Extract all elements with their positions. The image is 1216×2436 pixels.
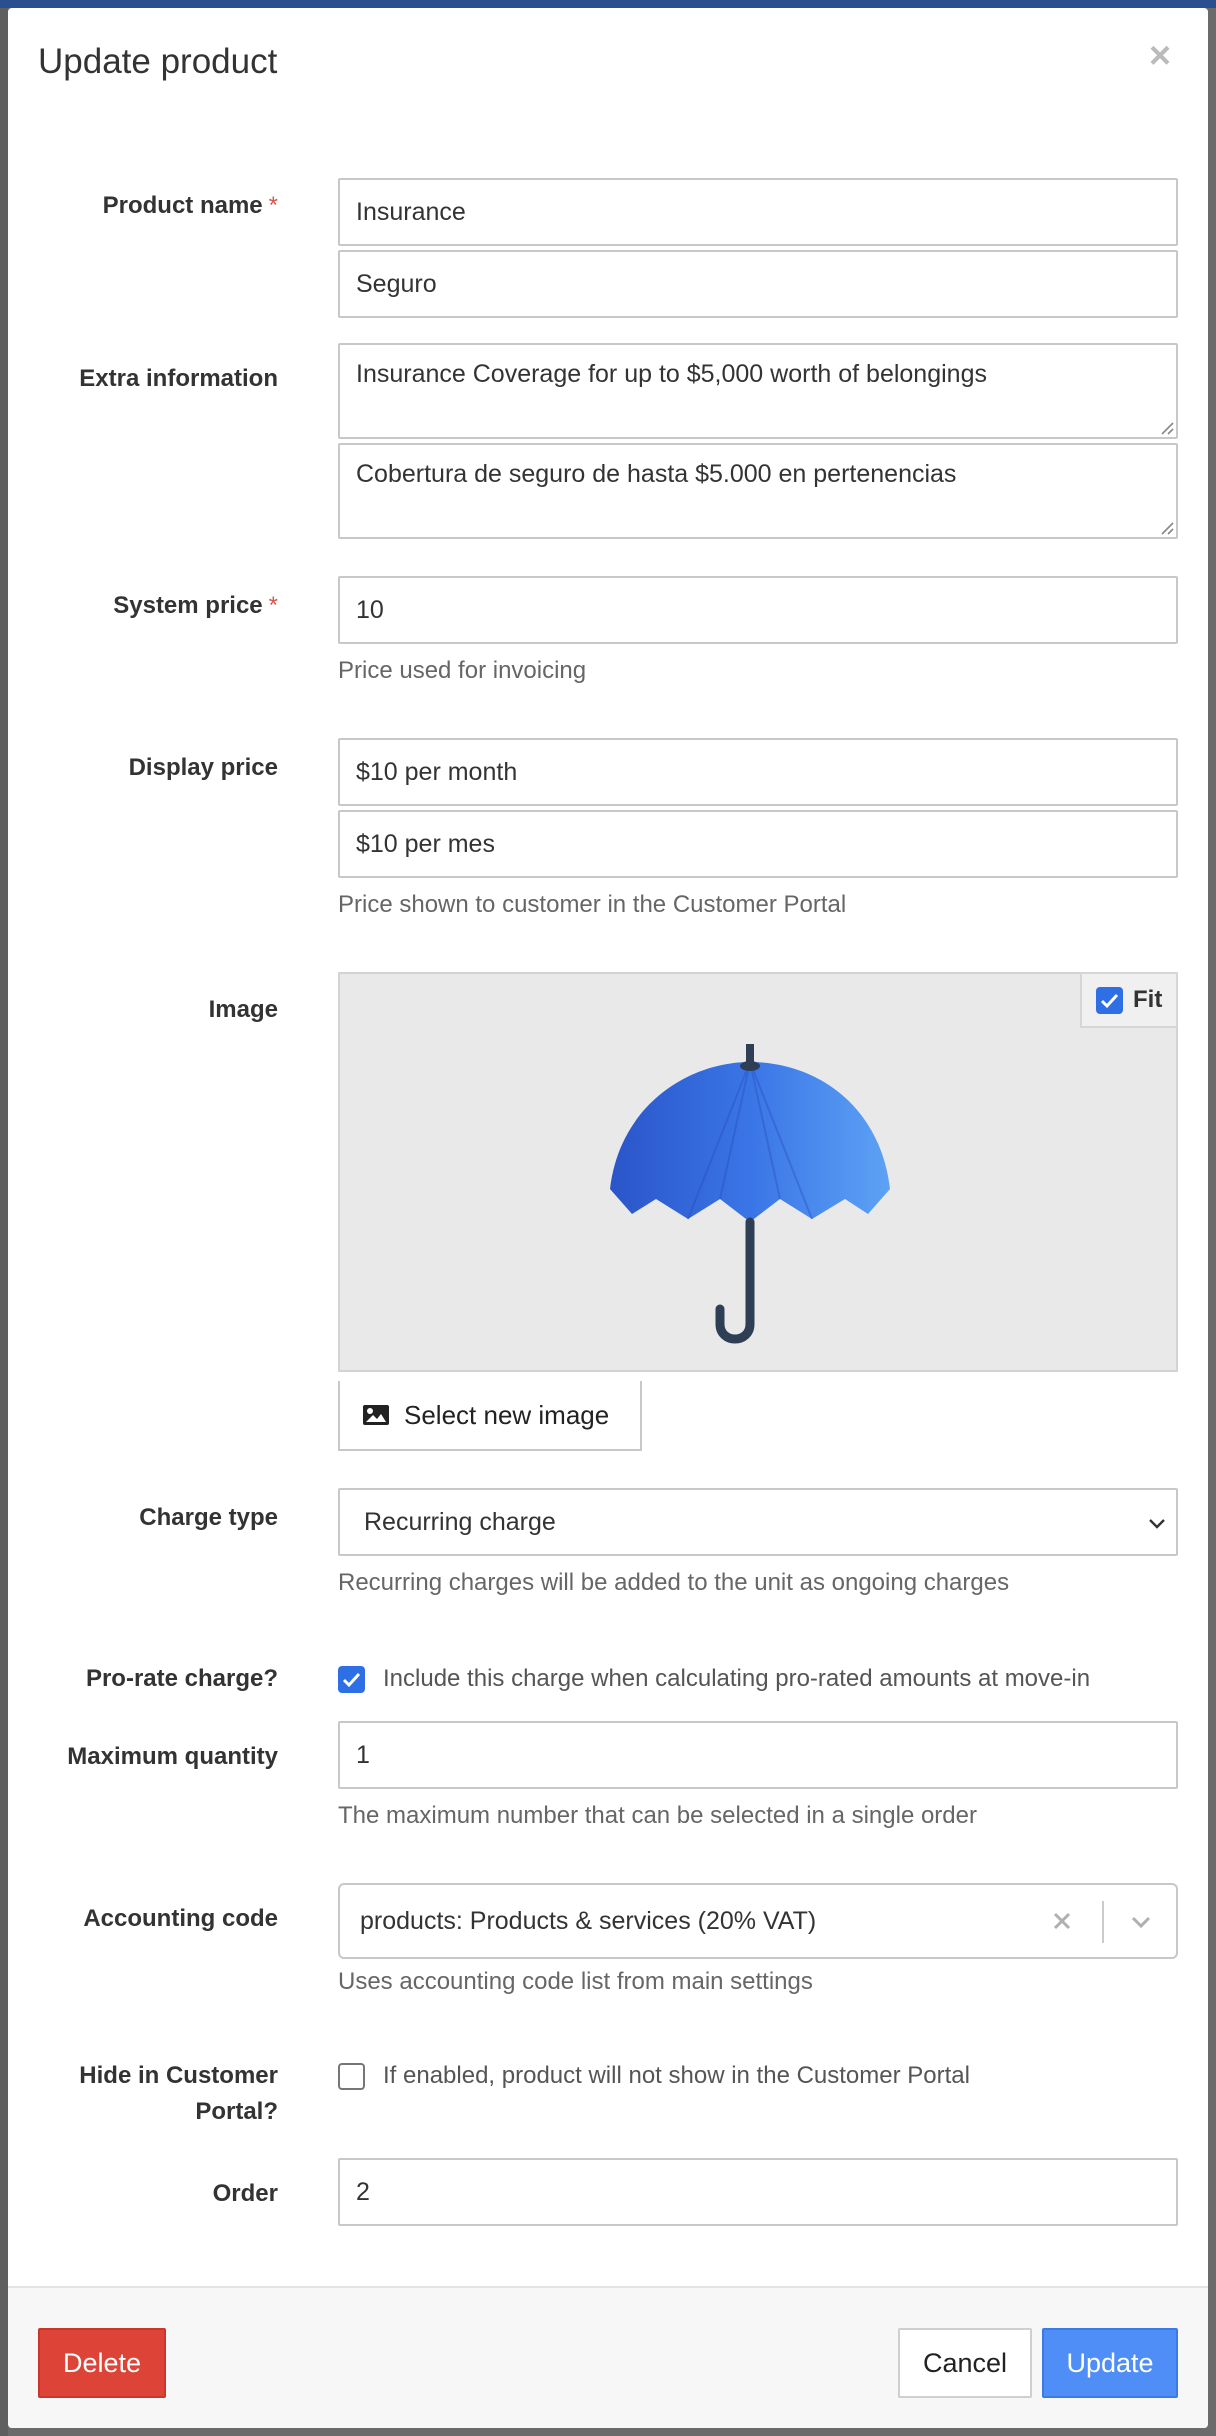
charge-type-label: Charge type (139, 1504, 278, 1531)
pro-rate-label: Pro-rate charge? (85, 1665, 278, 1692)
maximum-quantity-input[interactable] (338, 1721, 1178, 1789)
modal-title: Update product (38, 42, 278, 81)
display-price-help: Price shown to customer in the Customer Portal (338, 891, 847, 918)
umbrella-image (580, 1024, 920, 1344)
accounting-code-label: Accounting code (83, 1905, 278, 1932)
select-new-image-button[interactable] (338, 1381, 642, 1451)
hide-in-portal-checkbox-group (338, 2062, 1178, 2090)
accounting-code-select[interactable] (338, 1883, 1178, 1959)
chevron-down-icon[interactable] (1128, 1911, 1154, 1933)
update-button[interactable]: Update (1042, 2328, 1178, 2398)
top-app-bar (0, 0, 1216, 8)
product-name-label: Product name * (102, 192, 278, 219)
pro-rate-checkbox[interactable] (338, 1666, 365, 1693)
close-button[interactable]: × (1140, 36, 1180, 76)
hide-in-portal-checkbox[interactable] (338, 2063, 365, 2090)
select-separator (1102, 1901, 1104, 1943)
image-icon (362, 1403, 390, 1427)
hide-in-portal-label: Hide in Customer Portal? (79, 2062, 278, 2125)
product-name-input-en[interactable] (338, 178, 1178, 246)
extra-information-textarea-es[interactable]: Cobertura de seguro de hasta $5.000 en pertenencias (338, 443, 1178, 539)
check-icon (341, 1669, 362, 1690)
chevron-down-icon (1146, 1512, 1168, 1534)
resize-grip-icon[interactable] (1158, 519, 1174, 535)
modal-header (8, 8, 1208, 118)
system-price-input[interactable] (338, 576, 1178, 644)
pro-rate-text: Include this charge when calculating pro-rated amounts at move-in (383, 1665, 1091, 1692)
modal-backdrop (0, 8, 8, 2436)
update-product-modal (8, 8, 1208, 2428)
system-price-label: System price * (113, 592, 278, 619)
clear-icon[interactable] (1048, 1907, 1076, 1935)
pro-rate-checkbox-group (338, 1665, 1178, 1693)
accounting-code-selected-value: products: Products & services (20% VAT) (360, 1907, 817, 1935)
extra-information-label: Extra information (79, 365, 278, 392)
required-indicator: * (268, 192, 278, 219)
system-price-help: Price used for invoicing (338, 657, 587, 684)
display-price-input-en[interactable] (338, 738, 1178, 806)
hide-in-portal-text: If enabled, product will not show in the Customer Portal (383, 2062, 970, 2089)
fit-checkbox[interactable] (1096, 987, 1123, 1014)
modal-footer (8, 2286, 1208, 2428)
delete-button[interactable]: Delete (38, 2328, 166, 2398)
required-indicator: * (268, 592, 278, 619)
display-price-input-es[interactable] (338, 810, 1178, 878)
charge-type-help: Recurring charges will be added to the unit as ongoing charges (338, 1569, 1010, 1596)
image-preview (338, 972, 1178, 1372)
fit-toggle[interactable] (1080, 972, 1178, 1028)
resize-grip-icon[interactable] (1158, 419, 1174, 435)
cancel-button[interactable]: Cancel (898, 2328, 1032, 2398)
display-price-label: Display price (128, 754, 278, 781)
extra-information-textarea-en[interactable]: Insurance Coverage for up to $5,000 worth of belongings (338, 343, 1178, 439)
order-label: Order (212, 2180, 278, 2207)
select-new-image-label: Select new image (404, 1399, 610, 1430)
check-icon (1099, 990, 1120, 1011)
charge-type-selected-value: Recurring charge (364, 1508, 556, 1536)
order-input[interactable] (338, 2158, 1178, 2226)
maximum-quantity-label: Maximum quantity (67, 1743, 278, 1770)
fit-label: Fit (1133, 986, 1163, 1013)
product-name-input-es[interactable] (338, 250, 1178, 318)
charge-type-select[interactable] (338, 1488, 1178, 1556)
accounting-code-help: Uses accounting code list from main settings (338, 1968, 813, 1995)
maximum-quantity-help: The maximum number that can be selected in a single order (338, 1802, 977, 1829)
image-label: Image (208, 996, 278, 1023)
